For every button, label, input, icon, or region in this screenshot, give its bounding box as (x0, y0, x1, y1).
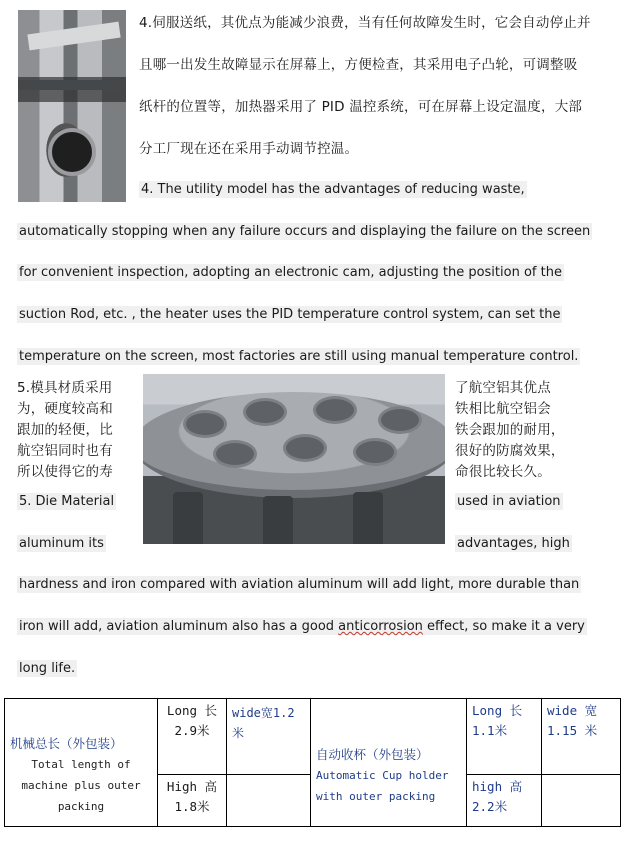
zh-line-2: 且哪一出发生故障显示在屏幕上，方便检查，其采用电子凸轮，可调整吸 (139, 57, 578, 73)
die-cup (213, 440, 257, 468)
en-line-4 (17, 306, 562, 324)
en-line-3 (17, 264, 564, 282)
en5-line-3 (17, 660, 77, 678)
machine-cam-wheel (48, 128, 96, 176)
machine-long-value: 2.9米 (174, 723, 210, 738)
zh5-right-2: 铁相比航空铝会 (455, 401, 551, 417)
zh5-left-4: 航空铝同时也有 (17, 443, 113, 459)
en5-left-1-text: 5. Die Material (19, 494, 115, 509)
en5-right-2-text: advantages, high (457, 536, 570, 551)
die-post (263, 496, 293, 544)
packing-spec-table (4, 698, 621, 827)
en5-line-1 (17, 576, 581, 594)
machine-wide-label: wide宽1.2米 (232, 706, 295, 740)
cup-long-label: Long 长 (472, 703, 523, 718)
machine-high-value: 1.8米 (174, 799, 210, 814)
en-line-2-text: automatically stopping when any failure occurs and displaying the failure on the screen (19, 224, 591, 239)
machine-photo (18, 10, 126, 202)
cup-long-cell (467, 699, 542, 775)
cup-high-value: 2.2米 (472, 799, 508, 814)
die-plate-photo (143, 374, 445, 544)
cup-high-cell (467, 775, 542, 827)
en5-line-2a: iron will add, aviation aluminum also has a good (19, 619, 339, 634)
cup-holder-cell (311, 699, 467, 827)
machine-total-en: Total length of machine plus outer packing (21, 758, 141, 813)
machine-long-label: Long 长 (166, 703, 218, 718)
cup-wide-cell (542, 699, 621, 775)
en-line-2 (17, 223, 592, 241)
en5-line-1-text: hardness and iron compared with aviation aluminum will add light, more durable than (19, 577, 580, 592)
die-cup (378, 406, 422, 434)
en5-right-1 (455, 493, 563, 511)
machine-high-label: High 高 (166, 779, 218, 794)
zh-line-1: 4.伺服送纸，其优点为能减少浪费，当有任何故障发生时，它会自动停止并 (139, 15, 591, 31)
en5-left-2-text: aluminum its (19, 536, 104, 551)
zh5-right-3: 铁会跟加的耐用， (455, 422, 565, 438)
die-post (173, 492, 203, 544)
cup-empty-cell (542, 775, 621, 827)
cup-holder-en: Automatic Cup holder with outer packing (316, 768, 449, 803)
machine-total-zh: 机械总长（外包装） (10, 736, 123, 751)
zh5-right-4: 很好的防腐效果， (455, 443, 565, 459)
cup-long-value: 1.1米 (472, 723, 508, 738)
die-cup (313, 396, 357, 424)
en-line-1-text: 4. The utility model has the advantages of reducing waste, (141, 182, 525, 197)
machine-wide-cell (227, 699, 311, 775)
zh5-left-5: 所以使得它的寿 (17, 464, 113, 480)
zh-line-4: 分工厂现在还在采用手动调节控温。 (139, 141, 359, 157)
machine-rail (27, 22, 120, 51)
en-line-5-text: temperature on the screen, most factories are still using manual temperature control. (19, 349, 579, 364)
en5-line-2 (17, 618, 587, 635)
machine-beam (18, 80, 126, 90)
zh5-left-2: 为，硬度较高和 (17, 401, 113, 417)
die-cup (353, 438, 397, 466)
en-line-4-text: suction Rod, etc. , the heater uses the PID temperature control system, can set the (19, 307, 561, 322)
zh5-left-3: 跟加的轻便，比 (17, 422, 113, 438)
en5-line-2b: effect, so make it a very (422, 619, 585, 634)
cup-high-label: high 高 (472, 779, 523, 794)
die-post (353, 492, 383, 544)
cup-wide-label: wide 宽 (547, 703, 598, 718)
en5-line-3-text: long life. (19, 661, 76, 676)
flagged-word: anticorrosion (338, 619, 423, 634)
cup-holder-zh: 自动收杯（外包装） (316, 746, 429, 762)
machine-high-cell (158, 775, 227, 827)
en5-left-1 (17, 493, 116, 511)
en5-line-2 (17, 618, 587, 636)
en5-right-2 (455, 535, 572, 553)
zh5-right-1: 了航空铝其优点 (455, 380, 551, 396)
zh5-right-5: 命很比较长久。 (455, 464, 551, 480)
en5-left-2 (17, 535, 106, 553)
en-line-3-text: for convenient inspection, adopting an electronic cam, adjusting the position of the (19, 265, 562, 280)
die-cup (243, 398, 287, 426)
en-line-5 (17, 348, 580, 366)
machine-total-cell (5, 699, 158, 827)
en-line-1 (139, 181, 527, 199)
zh5-left-1: 5.模具材质采用 (17, 380, 113, 396)
cup-wide-value: 1.15 米 (547, 723, 598, 738)
en5-right-1-text: used in aviation (457, 494, 561, 509)
machine-empty-cell (227, 775, 311, 827)
die-cup (283, 434, 327, 462)
machine-long-cell (158, 699, 227, 775)
zh-line-3: 纸杆的位置等，加热器采用了 PID 温控系统，可在屏幕上设定温度，大部 (139, 99, 583, 115)
die-cup (183, 410, 227, 438)
